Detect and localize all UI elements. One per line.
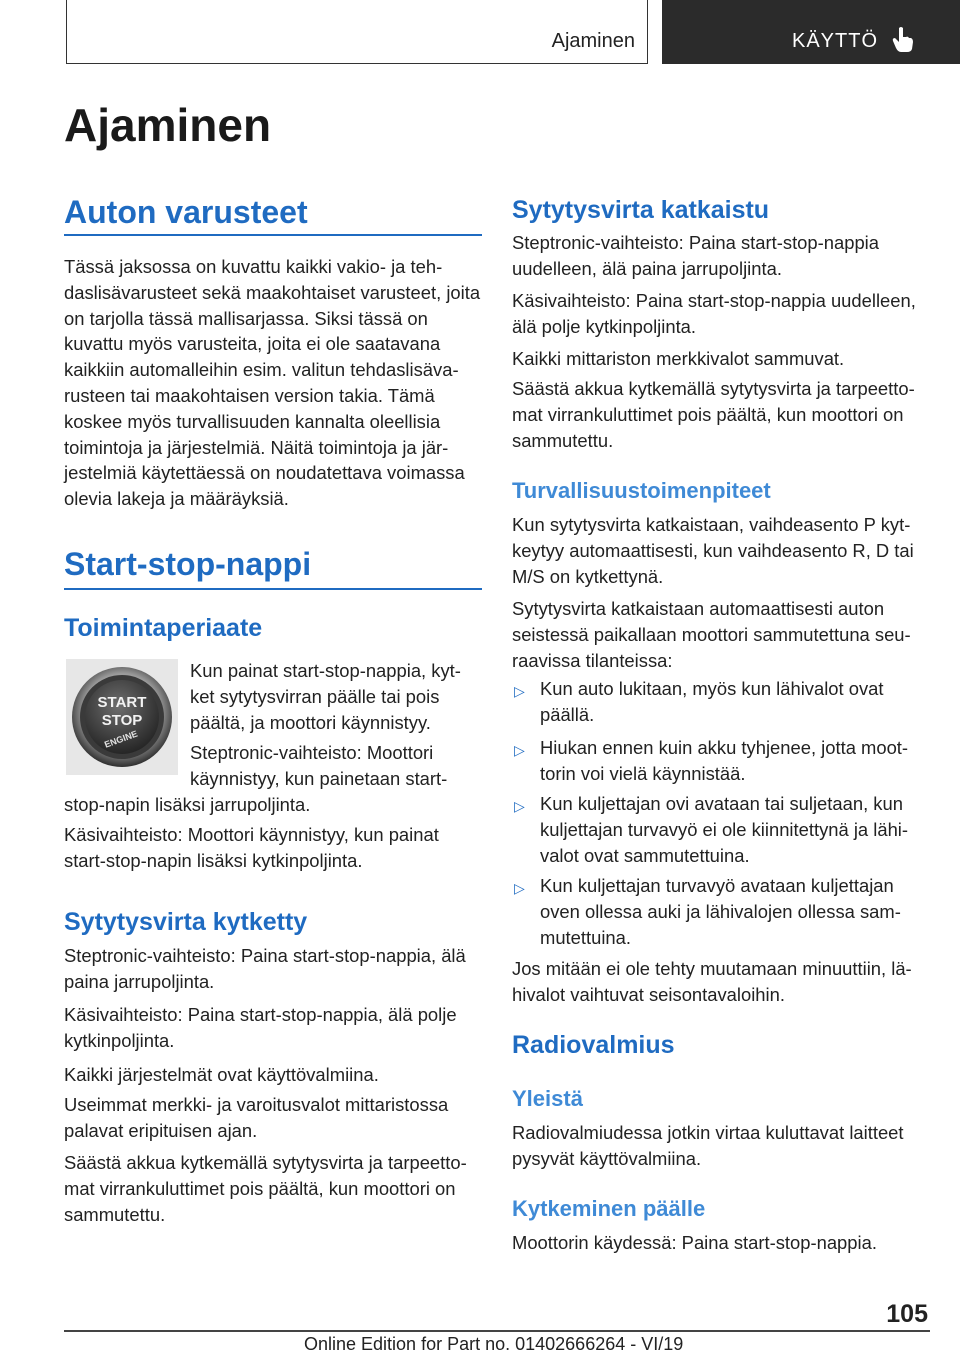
paragraph-safety-2: Sytytysvirta katkaistaan automaattisesti auton seistessä paikallaan moottori sammutettuna seu-raavissa tilanteissa: [512,598,911,671]
bullet-marker-icon: ▷ [514,742,525,758]
paragraph-on-1: Steptronic-vaihteisto: Paina start-stop-nappia, älä paina jarrupoljinta. [64,945,466,992]
paragraph-off-1: Steptronic-vaihteisto: Paina start-stop-nappia uudelleen, älä paina jarrupoljinta. [512,232,879,279]
bullet-item: Kun auto lukitaan, myös kun lähivalot ovat päällä. [540,678,884,725]
heading-switch-on: Kytkeminen päälle [512,1196,706,1221]
heading-rule [64,234,482,236]
button-stop-text: STOP [101,712,143,729]
paragraph-on-2: Käsivaihteisto: Paina start-stop-nappia, älä polje kytkinpoljinta. [64,1004,457,1051]
bullet-marker-icon: ▷ [514,683,525,699]
footer-divider [64,1330,930,1332]
heading-rule [64,588,482,590]
hand-pointer-icon [892,26,914,57]
page-title: Ajaminen [64,99,272,151]
paragraph-off-3: Kaikki mittariston merkkivalot sammuvat. [512,348,845,369]
paragraph-principle-2a: Steptronic-vaihteisto: Moottori käynnistyy, kun painetaan start- [190,742,448,789]
chapter-label: KÄYTTÖ [792,30,879,52]
heading-start-stop: Start-stop-nappi [64,546,312,582]
bullet-marker-icon: ▷ [514,880,525,896]
paragraph-principle-1: Kun painat start-stop-nappia, kyt-ket sytytysvirran päälle tai pois päältä, ja moottori käynnistyy. [190,660,461,733]
paragraph-on-5: Säästä akkua kytkemällä sytytysvirta ja tarpeetto-mat virrankuluttimet pois päältä, kun moottori on sammutettu. [64,1152,467,1225]
section-label: Ajaminen [551,30,635,52]
paragraph-off-4: Säästä akkua kytkemällä sytytysvirta ja tarpeetto-mat virrankuluttimet pois päältä, kun moottori on sammutettu. [512,378,915,451]
edition-footer: Online Edition for Part no. 01402666264 - VI/19 [304,1334,684,1354]
button-engine-text: ENGINE [103,728,139,750]
paragraph-general: Radiovalmiudessa jotkin virtaa kuluttavat laitteet pysyvät käyttövalmiina. [512,1122,904,1169]
bullet-item: Kun kuljettajan ovi avataan tai suljetaan, kun kuljettajan turvavyö ei ole kiinnitettynä ja lähi-valot ovat sammutettuina. [540,793,909,866]
heading-equipment: Auton varusteet [64,194,308,230]
bullet-item: Hiukan ennen kuin akku tyhjenee, jotta moot-torin voi vielä käynnistää. [540,737,909,784]
paragraph-safety-3: Jos mitään ei ole tehty muutamaan minuuttiin, lä-hivalot vaihtuvat seisontavaloihin. [512,958,912,1005]
bullet-item: Kun kuljettajan turvavyö avataan kuljettajan oven ollessa auki ja lähivalojen ollessa sam-mutettuina. [540,875,901,948]
bullet-marker-icon: ▷ [514,798,525,814]
heading-ignition-on: Sytytysvirta kytketty [64,908,308,936]
heading-general: Yleistä [512,1086,583,1111]
paragraph-safety-1: Kun sytytysvirta katkaistaan, vaihdeasento P kyt-keytyy automaattisesti, kun vaihdeasento R, D tai M/S on kytkettynä. [512,514,914,587]
chapter-tab [662,0,960,64]
button-start-text: START [97,694,147,711]
paragraph-off-2: Käsivaihteisto: Paina start-stop-nappia uudelleen, älä polje kytkinpoljinta. [512,290,916,337]
paragraph-principle-3: Käsivaihteisto: Moottori käynnistyy, kun painat start-stop-napin lisäksi kytkinpoljinta. [64,824,439,871]
section-tab [66,0,648,64]
heading-ignition-off: Sytytysvirta katkaistu [512,196,770,224]
paragraph-principle-2b: stop-napin lisäksi jarrupoljinta. [64,794,311,815]
paragraph-on-4: Useimmat merkki- ja varoitusvalot mittaristossa palavat eripituisen ajan. [64,1094,449,1141]
paragraph-equipment: Tässä jaksossa on kuvattu kaikki vakio- ja teh-daslisävarusteet sekä maakohtaiset varusteet, joita on tarjolla tässä mallisarjassa. Siksi tässä on kuvattu myös varusteita, joita ei ole saatavana kaikkiin automalleihin esim. valitun tehdaslisäva-rusteen tai maakohtaisen version takia. Tämä koskee myös turvallisuuden kannalta oleellisia toimintoja ja järjestelmiä. Näitä toimintoja ja jär-jestelmiä käytettäessä on noudatettava voimassa olevia lakeja ja määräyksiä. [64,256,481,510]
heading-radio: Radiovalmius [512,1031,675,1059]
start-stop-button-image [66,659,178,775]
heading-safety: Turvallisuustoimenpiteet [512,478,771,503]
paragraph-switch-on: Moottorin käydessä: Paina start-stop-nappia. [512,1232,877,1253]
page-number: 105 [886,1300,928,1328]
paragraph-on-3: Kaikki järjestelmät ovat käyttövalmiina. [64,1064,379,1085]
heading-principle: Toimintaperiaate [64,614,263,642]
